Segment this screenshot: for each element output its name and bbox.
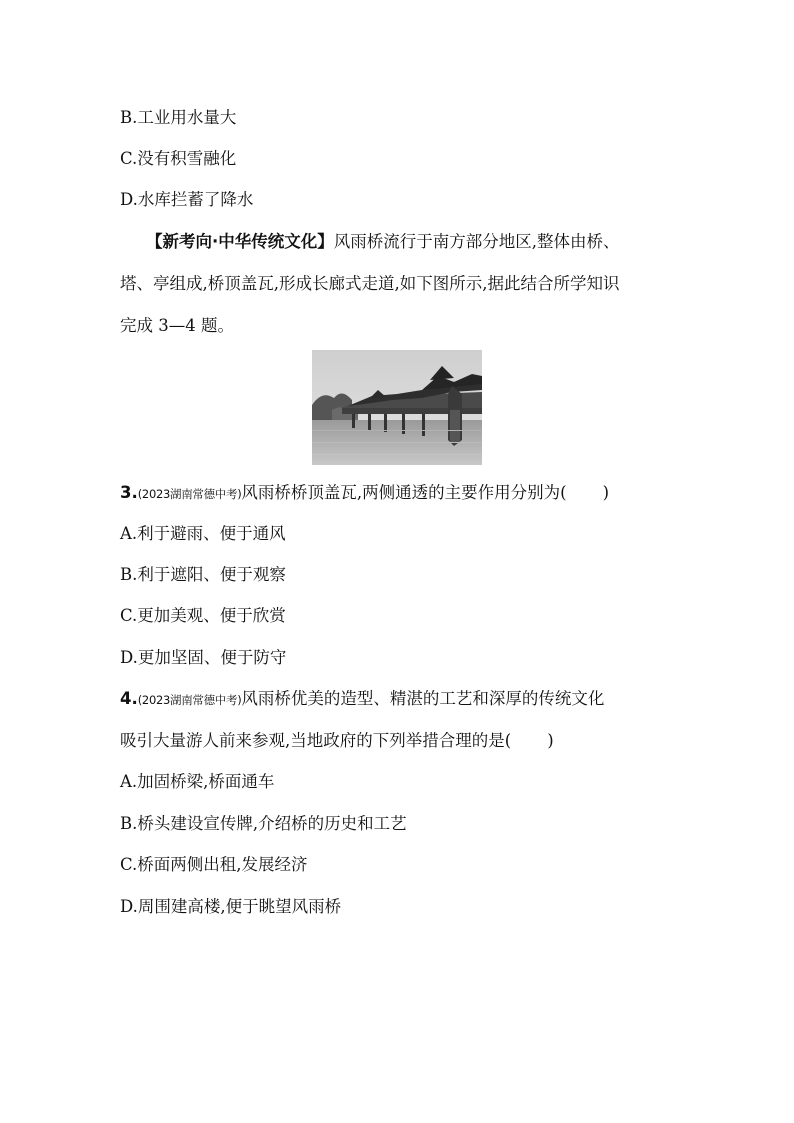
q4-stem-line-2 <box>120 730 554 752</box>
q4-number: 4. <box>120 689 138 708</box>
passage-text-1: 风雨桥流行于南方部分地区,整体由桥、 <box>333 232 620 251</box>
q4-source: (2023湖南常德中考) <box>137 693 242 707</box>
passage-line-3: 完成 3—4 题。 <box>120 316 234 335</box>
passage-line-1 <box>146 231 620 253</box>
q4-stem-text-1: 风雨桥优美的造型、精湛的工艺和深厚的传统文化 <box>241 689 605 708</box>
q3-number: 3. <box>120 483 138 502</box>
q3-stem-text: 风雨桥桥顶盖瓦,两侧通透的主要作用分别为( <box>241 483 567 502</box>
q3-stem <box>120 482 609 505</box>
q4-option-b: B.桥头建设宣传牌,介绍桥的历史和工艺 <box>120 814 407 833</box>
passage-line-2: 塔、亭组成,桥顶盖瓦,形成长廊式走道,如下图所示,据此结合所学知识 <box>120 274 620 293</box>
q4-close-paren: ) <box>547 731 554 750</box>
q4-option-a: A.加固桥梁,桥面通车 <box>120 772 275 791</box>
q4-stem-line-1 <box>120 688 604 711</box>
q3-option-b: B.利于遮阳、便于观察 <box>120 565 286 584</box>
q3-option-d: D.更加坚固、便于防守 <box>120 648 287 667</box>
q4-option-d: D.周围建高楼,便于眺望风雨桥 <box>120 897 342 916</box>
q4-option-c: C.桥面两侧出租,发展经济 <box>120 855 308 874</box>
wind-rain-bridge-photo <box>312 350 482 465</box>
q2-option-d: D.水库拦蓄了降水 <box>120 190 254 209</box>
q3-source: (2023湖南常德中考) <box>137 487 242 501</box>
passage-tag: 【新考向·中华传统文化】 <box>146 232 334 251</box>
q2-option-c: C.没有积雪融化 <box>120 149 237 168</box>
q4-stem-text-2: 吸引大量游人前来参观,当地政府的下列举措合理的是( <box>120 731 512 750</box>
q3-close-paren: ) <box>602 483 610 502</box>
q3-option-a: A.利于避雨、便于通风 <box>120 524 286 543</box>
q3-option-c: C.更加美观、便于欣赏 <box>120 606 286 625</box>
q2-option-b: B.工业用水量大 <box>120 108 237 127</box>
